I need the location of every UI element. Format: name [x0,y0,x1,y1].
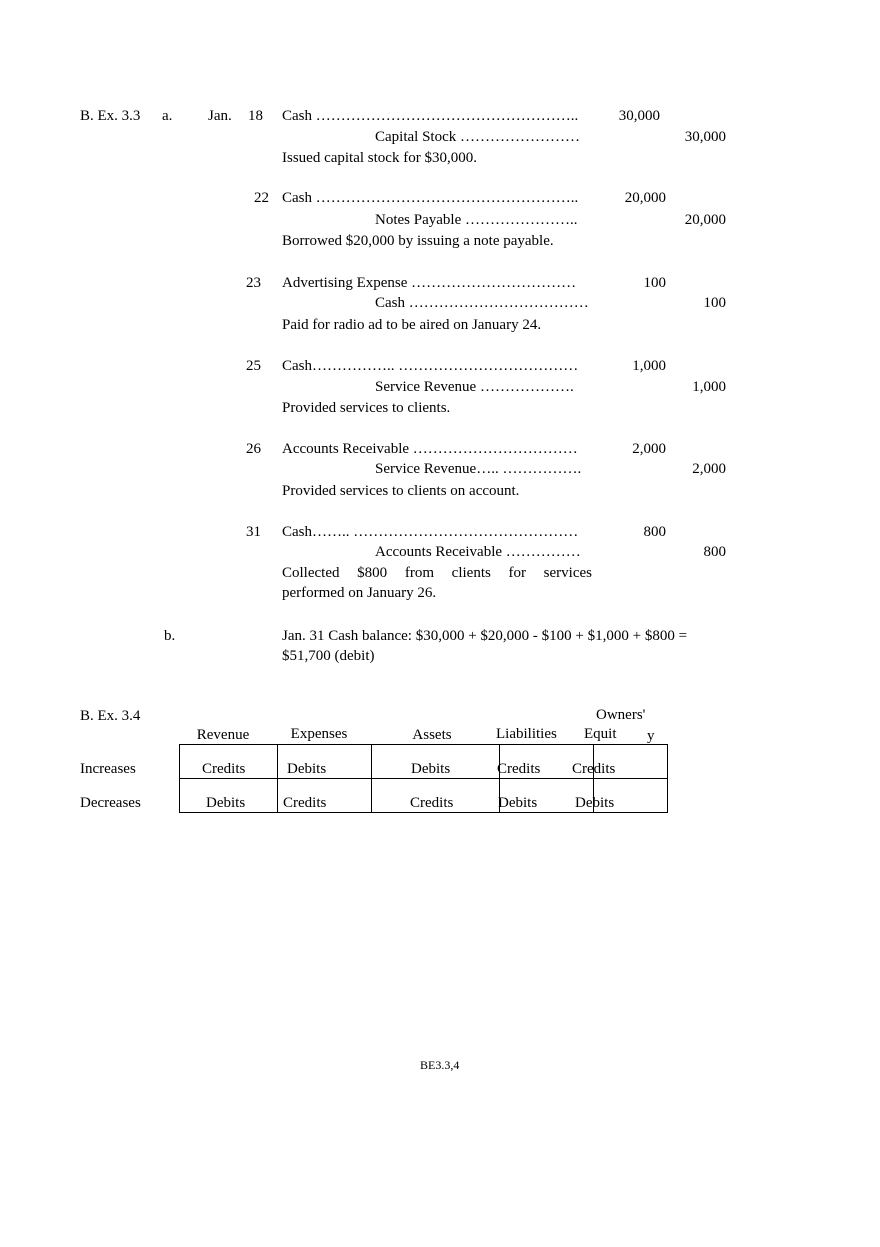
header-owners: Owners' [596,707,646,723]
debit-amount: 20,000 [624,190,666,206]
cell-revenue: Credits [202,761,246,777]
credit-amount: 20,000 [684,212,726,228]
credit-account: Cash ……………………………… [375,295,589,311]
row-label: Increases [80,761,136,777]
entry-explanation: Provided services to clients on account. [282,483,520,499]
debit-account: Cash…………….. ……………………………… [282,358,579,374]
debit-amount: 100 [643,275,666,291]
cell-expenses: Credits [283,795,327,811]
credit-account: Notes Payable ………………….. [375,212,578,228]
row-label: Decreases [80,795,141,811]
debit-account: Cash …………………………………………….. [282,190,579,206]
page-footer: BE3.3,4 [420,1058,460,1072]
entry-explanation: Paid for radio ad to be aired on January 24. [282,317,542,333]
month-label: Jan. [208,108,232,124]
table-rule-bottom [179,812,668,813]
cell-liabilities: Credits [497,761,541,777]
entry-day: 23 [246,275,261,291]
debit-account: Cash…….. ……………………………………… [282,524,579,540]
debit-amount: 30,000 [618,108,660,124]
entry-day: 18 [248,108,263,124]
debit-amount: 800 [643,524,666,540]
entry-day: 26 [246,441,261,457]
cell-revenue: Debits [206,795,246,811]
table-divider [179,744,180,813]
exercise-3-3-label: B. Ex. 3.3 [80,108,141,124]
credit-amount: 2,000 [692,461,726,477]
debit-amount: 1,000 [632,358,666,374]
credit-amount: 800 [703,544,726,560]
credit-account: Accounts Receivable …………… [375,544,581,560]
entry-day: 22 [254,190,269,206]
entry-explanation: Borrowed $20,000 by issuing a note payable. [282,233,554,249]
cell-liabilities: Debits [498,795,538,811]
part-b-label: b. [164,628,176,644]
credit-amount: 30,000 [684,129,726,145]
entry-day: 25 [246,358,261,374]
entry-explanation-continued: performed on January 26. [282,585,437,601]
table-rule-top [179,744,668,745]
cell-equity: Debits [575,795,615,811]
table-rule-middle [179,778,668,779]
table-divider [371,744,372,813]
entry-explanation: Provided services to clients. [282,400,451,416]
credit-account: Capital Stock …………………… [375,129,580,145]
header-revenue: Revenue [196,727,250,743]
table-divider [667,744,668,813]
header-equity-suffix: y [647,728,655,744]
part-a-label: a. [162,108,173,124]
header-equity: Equit [584,726,617,742]
cell-assets: Debits [411,761,451,777]
header-expenses: Expenses [290,726,348,742]
cash-balance-result: $51,700 (debit) [282,648,375,664]
entry-explanation: Issued capital stock for $30,000. [282,150,477,166]
table-divider [277,744,278,813]
cell-expenses: Debits [287,761,327,777]
header-assets: Assets [412,727,452,743]
entry-day: 31 [246,524,261,540]
header-liabilities: Liabilities [496,726,557,742]
debit-amount: 2,000 [632,441,666,457]
debit-account: Accounts Receivable …………………………… [282,441,578,457]
entry-explanation: Collected $800 from clients for services [282,565,592,581]
debit-account: Cash …………………………………………….. [282,108,579,124]
debit-account: Advertising Expense …………………………… [282,275,577,291]
credit-account: Service Revenue….. ……………. [375,461,582,477]
cell-equity: Credits [572,761,616,777]
cash-balance-line: Jan. 31 Cash balance: $30,000 + $20,000 - $100 + $1,000 + $800 = [282,628,688,644]
cell-assets: Credits [410,795,454,811]
exercise-3-4-label: B. Ex. 3.4 [80,708,141,724]
credit-amount: 1,000 [692,379,726,395]
credit-amount: 100 [703,295,726,311]
credit-account: Service Revenue ………………. [375,379,574,395]
